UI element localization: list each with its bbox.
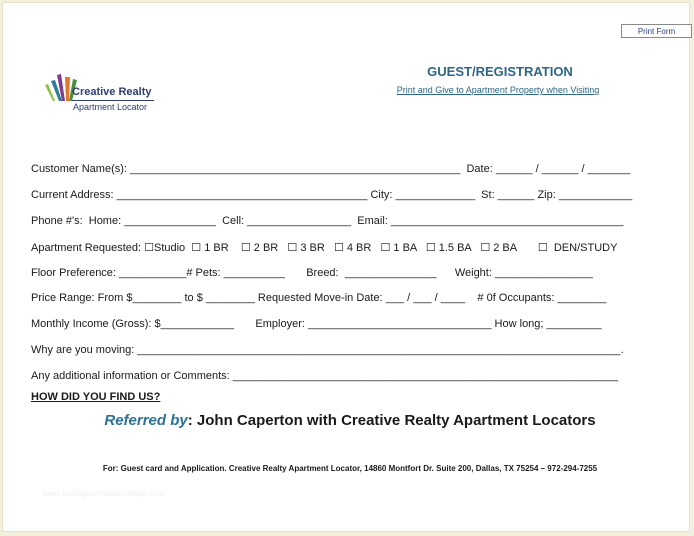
referred-by-label: Referred by bbox=[104, 412, 188, 429]
print-form-button[interactable]: Print Form bbox=[621, 24, 692, 38]
apartment-requested-row[interactable]: Apartment Requested: ☐Studio ☐ 1 BR ☐ 2 BR ☐ 3 BR ☐ 4 BR ☐ 1 BA ☐ 1.5 BA ☐ 2 BA ☐ DEN/STUDY bbox=[31, 242, 618, 254]
floor-preference-row[interactable]: Floor Preference: ___________# Pets: __________ Breed: _______________ Weight: ________________ bbox=[31, 267, 593, 279]
comments-row[interactable]: Any additional information or Comments: _______________________________________________________________ bbox=[31, 370, 619, 382]
footer-contact: For: Guest card and Application. Creative Realty Apartment Locator, 14860 Montfort Dr. Suite 200, Dallas, TX 75254 – 972-294-7255 bbox=[102, 464, 598, 473]
logo-subtitle: Apartment Locator bbox=[73, 102, 148, 112]
referred-by-line bbox=[3, 412, 694, 429]
how-did-you-find-us-heading: HOW DID YOU FIND US? bbox=[31, 391, 161, 403]
phone-row[interactable]: Phone #'s: Home: _______________ Cell: _________________ Email: ______________________________________ bbox=[31, 215, 624, 227]
logo-name: Creative Realty bbox=[72, 86, 152, 98]
watermark: www.heritagechristiancollege.com bbox=[43, 489, 164, 498]
referred-by-text: : John Caperton with Creative Realty Apartment Locators bbox=[187, 412, 596, 429]
price-range-row[interactable]: Price Range: From $________ to $ ________ Requested Move-in Date: ___ / ___ / ____ # 0f Occupants: ________ bbox=[31, 292, 607, 304]
income-row[interactable]: Monthly Income (Gross): $____________ Employer: ______________________________ How long; _________ bbox=[31, 318, 602, 330]
page-subtitle: Print and Give to Apartment Property when Visiting bbox=[396, 85, 600, 95]
page-title: GUEST/REGISTRATION bbox=[427, 64, 573, 79]
logo-divider bbox=[72, 100, 154, 101]
address-row[interactable]: Current Address: _________________________________________ City: _____________ St: ______ Zip: ____________ bbox=[31, 189, 633, 201]
customer-name-row[interactable]: Customer Name(s): ______________________________________________________ Date: ______ / ______ / _______ bbox=[31, 163, 631, 175]
form-page bbox=[2, 2, 690, 532]
reason-moving-row[interactable]: Why are you moving: _______________________________________________________________________________. bbox=[31, 344, 624, 356]
